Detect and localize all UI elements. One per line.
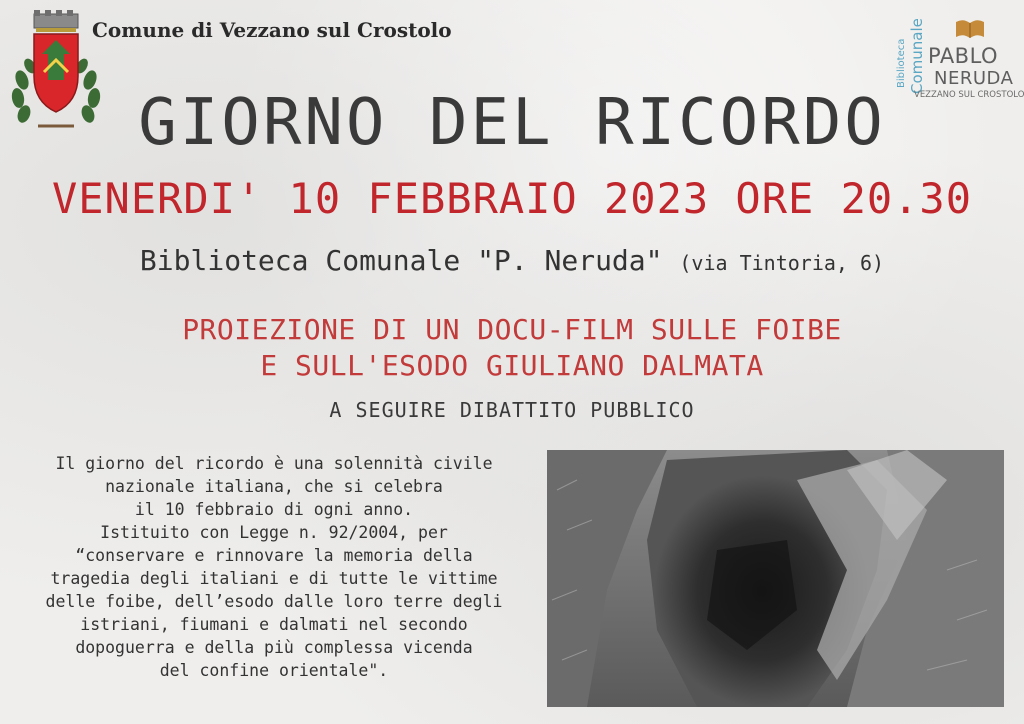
municipality-name: Comune di Vezzano sul Crostolo <box>92 18 452 42</box>
description-line: “conservare e rinnovare la memoria della <box>75 546 473 565</box>
follow-up-debate: A SEGUIRE DIBATTITO PUBBLICO <box>329 398 695 422</box>
venue-address: (via Tintoria, 6) <box>679 251 885 275</box>
logo-line-biblioteca: Biblioteca <box>896 38 907 88</box>
page-title: GIORNO DEL RICORDO <box>138 86 886 160</box>
logo-line-comunale: Comunale <box>908 18 926 94</box>
book-icon <box>954 18 986 40</box>
description-line: Istituito con Legge n. 92/2004, per <box>100 523 448 542</box>
description-line: tragedia degli italiani e di tutte le vittime <box>50 569 498 588</box>
projection-line-1: PROIEZIONE DI UN DOCU-FILM SULLE FOIBE <box>182 313 842 346</box>
projection-description <box>0 312 1024 384</box>
description-line: delle foibe, dell’esodo dalle loro terre degli <box>45 592 503 611</box>
logo-name-pablo: PABLO <box>928 44 999 68</box>
description-text <box>14 452 534 682</box>
description-line: nazionale italiana, che si celebra <box>105 477 443 496</box>
description-line: del confine orientale". <box>159 661 389 680</box>
description-line: il 10 febbraio di ogni anno. <box>134 500 414 519</box>
venue-name: Biblioteca Comunale "P. Neruda" <box>139 244 663 277</box>
event-date: VENERDI' 10 FEBBRAIO 2023 ORE 20.30 <box>51 174 972 223</box>
foiba-photo <box>547 450 1004 707</box>
description-line: dopoguerra e della più complessa vicenda <box>75 638 473 657</box>
description-line: istriani, fiumani e dalmati nel secondo <box>80 615 468 634</box>
logo-town: VEZZANO SUL CROSTOLO <box>914 90 1024 100</box>
event-venue <box>0 244 1024 277</box>
projection-line-2: E SULL'ESODO GIULIANO DALMATA <box>260 349 764 382</box>
description-line: Il giorno del ricordo è una solennità civile <box>55 454 493 473</box>
logo-name-neruda: NERUDA <box>934 68 1014 89</box>
